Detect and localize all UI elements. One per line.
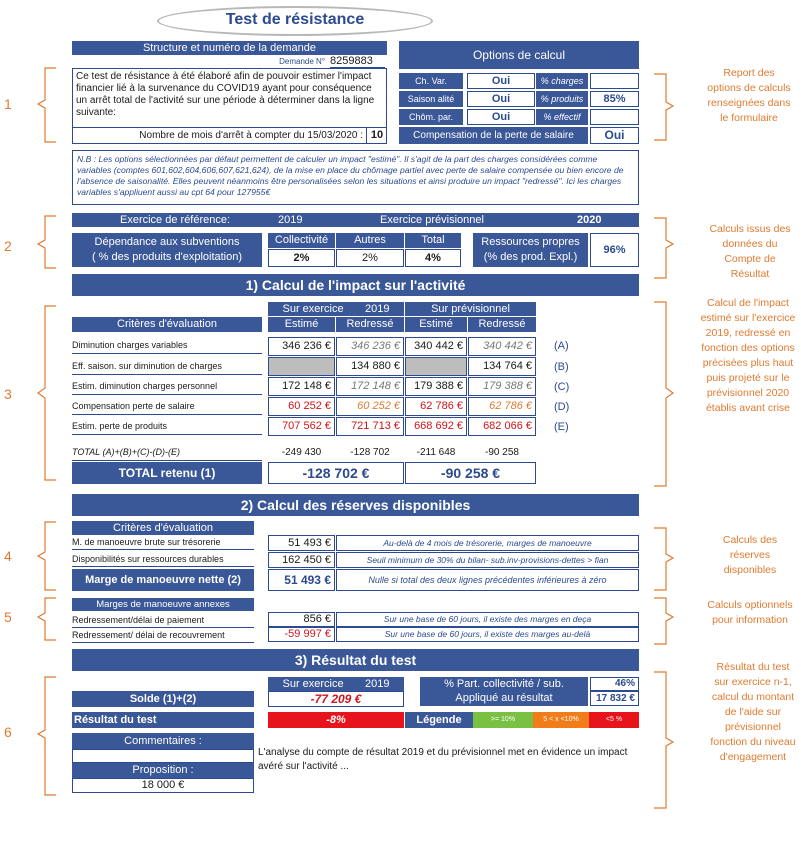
sur-exercice-label: Sur exercice: [282, 303, 344, 315]
marge-label: Marge de manoeuvre nette (2): [72, 569, 254, 591]
legende-label: Légende: [405, 712, 473, 728]
impact-tag: (B): [554, 361, 569, 373]
demande-label: Demande N°: [279, 57, 325, 66]
impact-row-label: Estim. perte de produits: [72, 421, 262, 435]
impact-redresse-1: 134 880 €: [336, 357, 404, 376]
s3-sur-exercice-label: Sur exercice: [282, 678, 344, 690]
part-value: 46%: [590, 677, 639, 691]
impact-tag: (C): [554, 381, 570, 393]
opt-sublabel-2: % produits: [536, 91, 588, 107]
brace-3: [38, 306, 56, 480]
compensation-value[interactable]: Oui: [590, 127, 639, 144]
impact-row-label: Estim. diminution charges personnel: [72, 381, 262, 395]
opt-label-1: Ch. Var.: [399, 73, 463, 89]
annotation-text-2: Calculs issus des données du Compte de Résultat: [709, 223, 791, 280]
structure-header: Structure et numéro de la demande: [72, 41, 387, 55]
annex-row-note: Sur une base de 60 jours, il existe des marges au-delà: [336, 627, 639, 642]
rbrace-4: [654, 528, 673, 590]
annotation-text-6: Résultat du test sur exercice n-1, calcul du montant de l'aide sur prévisionnel fonction du niveau d'engagement: [710, 661, 796, 763]
annotation-text-1: Report des options de calculs renseignées dans le formulaire: [707, 67, 791, 124]
criteres2-header: Critères d'évaluation: [72, 521, 254, 535]
total-retenu-label: TOTAL retenu (1): [72, 462, 262, 484]
impact-estime-2: 340 442 €: [405, 337, 467, 356]
annotation-number-4: 4: [4, 548, 12, 564]
reserve-row-label: Disponibilités sur ressources durables: [72, 554, 254, 567]
autres-label: Autres: [336, 233, 404, 248]
total-value: 4%: [405, 249, 461, 267]
annotation-text-4: Calculs des réserves disponibles: [722, 534, 778, 576]
ref-label: Exercice de référence:: [120, 214, 231, 226]
impact-redresse-2: 62 786 €: [468, 397, 536, 416]
tf-redresse-1: -128 702: [350, 447, 390, 458]
dependance-line2: ( % des produits d'exploitation): [91, 251, 243, 263]
reserve-row-value: 51 493 €: [268, 535, 335, 551]
brace-1: [38, 68, 56, 142]
resultat-label-text: Résultat du test: [74, 714, 157, 726]
reserve-row-note: Seuil minimum de 30% du bilan- sub.inv-provisions-dettes > fian: [336, 552, 639, 568]
brace-5: [38, 598, 56, 640]
legend-red: <5 %: [589, 712, 639, 728]
applique-label: Appliqué au résultat: [420, 691, 588, 706]
annotation-number-5: 5: [4, 609, 12, 625]
annotation-number-6: 6: [4, 724, 12, 740]
annexes-header: Marges de manoeuvre annexes: [72, 598, 254, 611]
prev-value: 2020: [577, 214, 602, 226]
rbrace-1: [654, 74, 673, 140]
autres-value: 2%: [336, 249, 404, 267]
impact-row-label: Compensation perte de salaire: [72, 401, 262, 415]
resultat-value: -8%: [268, 712, 404, 728]
ressources-value: 96%: [590, 233, 639, 267]
legend-orange: 5 < x <10%: [533, 712, 589, 728]
annotation-text-5: Calculs optionnels pour information: [707, 599, 793, 626]
annex-row-value: 856 €: [268, 612, 335, 627]
collectivite-label: Collectivité: [268, 233, 335, 248]
prev-label: Exercice prévisionnel: [380, 214, 484, 226]
impact-estime-2: 668 692 €: [405, 417, 467, 436]
compensation-label: Compensation de la perte de salaire: [399, 127, 588, 144]
solde-value: -77 209 €: [268, 691, 404, 707]
applique-value: 17 832 €: [590, 691, 639, 706]
sur-prev-header: Sur prévisionnel: [405, 302, 536, 316]
impact-estime-2: 62 786 €: [405, 397, 467, 416]
annex-row-note: Sur une base de 60 jours, il existe des marges en deça: [336, 612, 639, 627]
sur-exercice-year: 2019: [365, 303, 390, 315]
mois-label: Nombre de mois d'arrêt à compter du 15/03/2020 :: [139, 130, 363, 141]
impact-redresse-2: 340 442 €: [468, 337, 536, 356]
impact-tag: (A): [554, 340, 569, 352]
marge-value: 51 493 €: [268, 569, 335, 591]
total-label: Total: [405, 233, 461, 248]
estime-header-2: Estimé: [405, 317, 467, 332]
annotation-number-3: 3: [4, 386, 12, 402]
impact-row-label: Diminution charges variables: [72, 340, 262, 354]
ressources-line2: (% des prod. Expl.): [483, 251, 578, 263]
opt-label-3: Chôm. par.: [399, 109, 463, 125]
impact-tag: (E): [554, 421, 569, 433]
annex-row-value: -59 997 €: [268, 627, 335, 642]
s3-year: 2019: [365, 678, 390, 690]
rbrace-5: [654, 598, 673, 644]
opt-sublabel-3: % effectif: [536, 109, 588, 125]
page-title: Test de résistance: [225, 11, 365, 28]
brace-4: [38, 522, 56, 590]
ref-value: 2019: [278, 214, 303, 226]
impact-redresse-1: 60 252 €: [336, 397, 404, 416]
section1-title: 1) Calcul de l'impact sur l'activité: [72, 274, 639, 296]
annotation-number-2: 2: [4, 238, 12, 254]
redresse-header-1: Redressé: [336, 317, 404, 332]
nb-text: N.B : Les options sélectionnées par défaut permettent de calculer un impact "estimé". Il s'agit de la part des charges considérées comme variables (comptes 601,602,604,606,607,621,624), de la mise en place du chômage partiel avec perte de salaire compensée ou bien encore de l'absence de saisonalité. Elles peuvent néanmoins être personalisées selon les situations et ainsi produire un impact "redressé". Ici les charges variables s'appliuent aussi au cpt 64 pour 127955€: [77, 154, 624, 197]
impact-redresse-1: 346 236 €: [336, 337, 404, 356]
opt-sublabel-1: % charges: [536, 73, 588, 89]
commentaires-label: Commentaires :: [72, 733, 254, 749]
opt-label-2: Saison alité: [399, 91, 463, 107]
mois-value[interactable]: 10: [366, 127, 387, 144]
legend-green: >= 10%: [473, 712, 533, 728]
reserve-row-value: 162 450 €: [268, 552, 335, 568]
impact-estime-1: 707 562 €: [268, 417, 335, 436]
annex-row-label: Redressement/délai de paiement: [72, 615, 254, 628]
impact-estime-1: 60 252 €: [268, 397, 335, 416]
impact-estime-1: 346 236 €: [268, 337, 335, 356]
brace-6: [38, 677, 56, 795]
section3-title: 3) Résultat du test: [72, 649, 639, 671]
annex-row-label: Redressement/ délai de recouvrement: [72, 630, 254, 643]
opt-value-3[interactable]: Oui: [467, 109, 535, 125]
demande-value: 8259883: [330, 55, 385, 68]
marge-note: Nulle si total des deux lignes précédentes inférieures à zéro: [336, 569, 639, 591]
impact-redresse-2: 682 066 €: [468, 417, 536, 436]
description-text: Ce test de résistance à été élaboré afin de pouvoir estimer l'impact financier lié à la survenance du COVID19 ayant pour conséquence un arrêt total de l'activité sur une période à déterminer dans la ligne suivante:: [76, 71, 375, 118]
impact-estime-1: 172 148 €: [268, 377, 335, 396]
tf-estime-1: -249 430: [281, 447, 322, 458]
solde-label: Solde (1)+(2): [72, 691, 254, 707]
options-header: Options de calcul: [399, 41, 639, 69]
opt-subvalue-2[interactable]: 85%: [590, 91, 639, 107]
impact-redresse-2: 179 388 €: [468, 377, 536, 396]
total-formula-label: TOTAL (A)+(B)+(C)-(D)-(E): [72, 447, 262, 461]
impact-redresse-2: 134 764 €: [468, 357, 536, 376]
analyse-text: L'analyse du compte de résultat 2019 et du prévisionnel met en évidence un impact avéré sur l'activité ...: [258, 747, 628, 772]
section2-title: 2) Calcul des réserves disponibles: [72, 494, 639, 516]
reserve-row-note: Au-delà de 4 mois de trésorerie, marges de manoeuvre: [336, 535, 639, 551]
collectivite-value: 2%: [268, 249, 335, 267]
impact-redresse-1: 172 148 €: [336, 377, 404, 396]
total-retenu-value-1: -128 702 €: [268, 462, 404, 484]
proposition-value[interactable]: 18 000 €: [72, 778, 254, 793]
impact-redresse-1: 721 713 €: [336, 417, 404, 436]
ressources-line1: Ressources propres: [481, 236, 580, 248]
estime-header-1: Estimé: [268, 317, 335, 332]
dependance-line1: Dépendance aux subventions: [94, 236, 240, 248]
rbrace-2: [654, 218, 673, 278]
part-label: % Part. collectivité / sub.: [420, 677, 588, 691]
impact-tag: (D): [554, 401, 570, 413]
total-retenu-value-2: -90 258 €: [405, 462, 536, 484]
brace-2: [38, 216, 56, 268]
tf-estime-2: -211 648: [416, 447, 456, 458]
opt-value-2[interactable]: Oui: [467, 91, 535, 107]
proposition-label: Proposition :: [72, 763, 254, 778]
redresse-header-2: Redressé: [468, 317, 536, 332]
reserve-row-label: M. de manoeuvre brute sur trésorerie: [72, 537, 254, 550]
criteres-header: Critères d'évaluation: [72, 317, 262, 332]
opt-value-1[interactable]: Oui: [467, 73, 535, 89]
annotation-number-1: 1: [4, 96, 12, 112]
rbrace-6: [654, 672, 673, 808]
impact-row-label: Eff. saison. sur diminution de charges: [72, 361, 262, 375]
tf-redresse-2: -90 258: [485, 447, 519, 458]
rbrace-3: [654, 302, 673, 486]
annotation-text-3: Calcul de l'impact estimé sur l'exercice 2019, redressé en fonction des options précisées plus haut puis projeté sur le prévisionnel 2020 établis avant crise: [700, 297, 796, 414]
impact-estime-2: 179 388 €: [405, 377, 467, 396]
